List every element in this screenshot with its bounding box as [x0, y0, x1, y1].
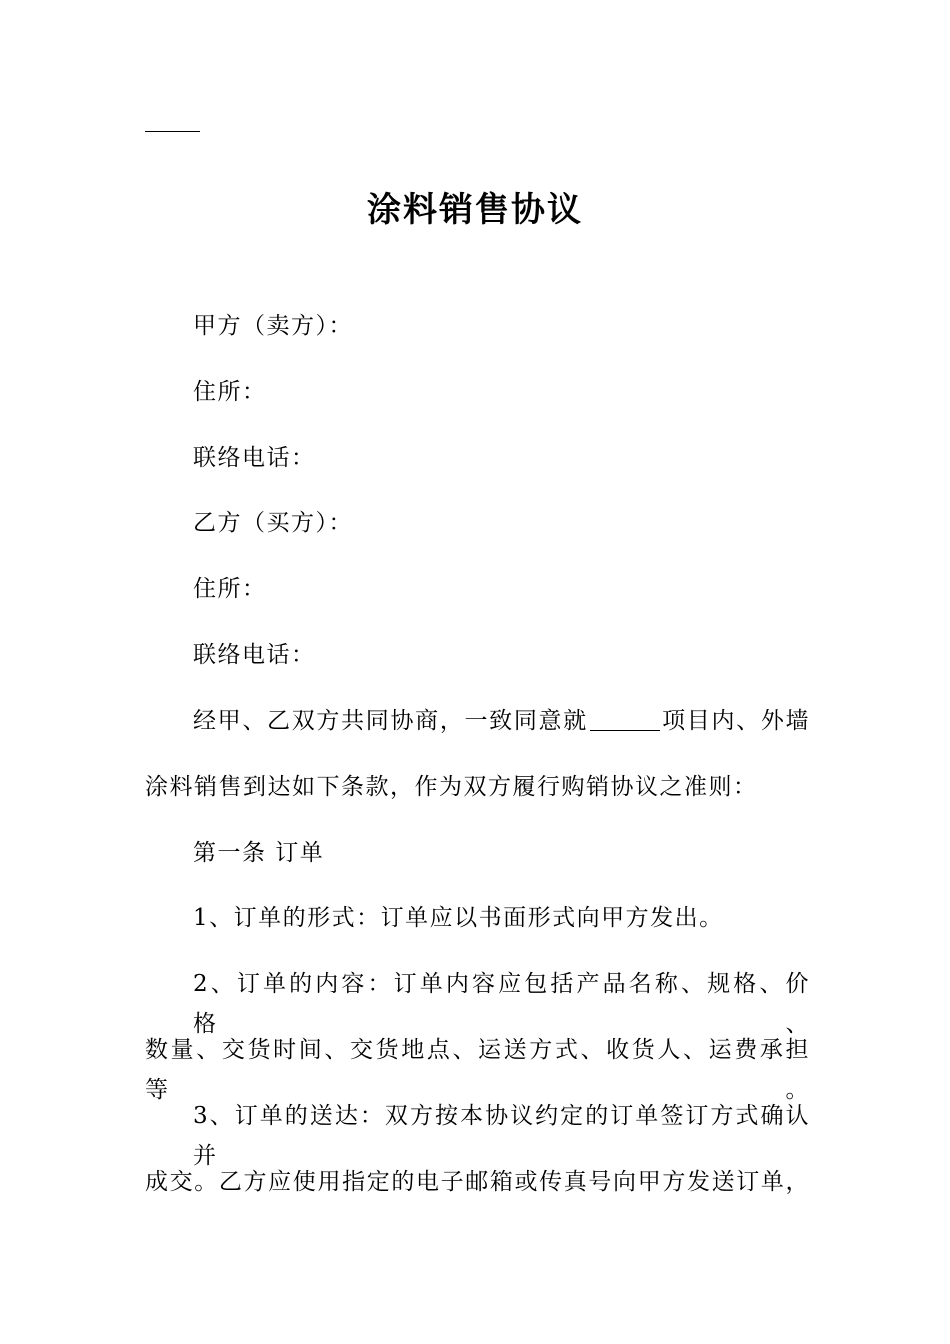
party-a-phone: 联络电话： [193, 445, 316, 471]
document-title: 涂料销售协议 [367, 190, 583, 230]
intro-paragraph-line2: 涂料销售到达如下条款，作为双方履行购销协议之准则： [145, 774, 758, 800]
intro-paragraph-line1 [193, 701, 810, 741]
clause-3-line1: 3、订单的送达：双方按本协议约定的订单签订方式确认并 [193, 1103, 810, 1169]
intro-text-part1: 经甲、乙双方共同协商，一致同意就 [193, 708, 588, 734]
clause-2-line2: 数量、交货时间、交货地点、运送方式、收货人、运费承担等。 [145, 1037, 810, 1103]
project-name-blank [590, 705, 660, 731]
clause-2-line1: 2、订单的内容：订单内容应包括产品名称、规格、价格、 [193, 971, 810, 1037]
party-b-phone: 联络电话： [193, 642, 316, 668]
clause-1: 1、订单的形式：订单应以书面形式向甲方发出。 [193, 905, 724, 931]
party-a-label: 甲方（卖方）： [193, 313, 353, 339]
party-b-address: 住所： [193, 576, 267, 602]
party-a-address: 住所： [193, 379, 267, 405]
clause-3-line2: 成交。乙方应使用指定的电子邮箱或传真号向甲方发送订单， [145, 1169, 810, 1195]
intro-text-part2: 项目内、外墙 [661, 708, 811, 734]
header-rule [145, 131, 200, 132]
party-b-label: 乙方（买方）： [193, 510, 353, 536]
article-heading: 第一条 订单 [193, 840, 325, 866]
